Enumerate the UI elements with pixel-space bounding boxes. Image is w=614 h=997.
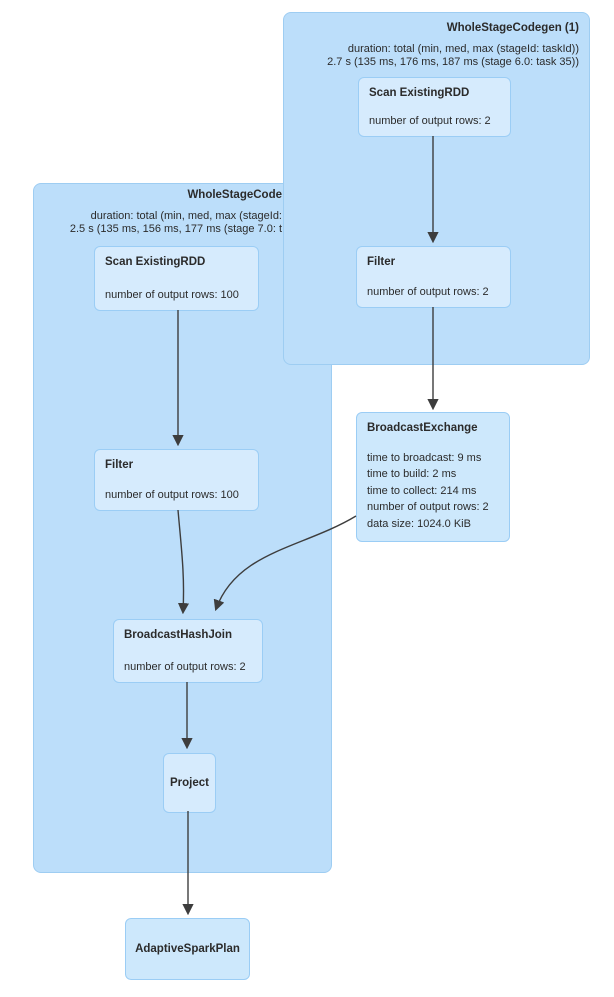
- cluster-wholestagecodegen-2-label: [70, 189, 282, 236]
- node-name: BroadcastExchange: [367, 422, 478, 434]
- node-name: Filter: [367, 256, 396, 268]
- node-name: AdaptiveSparkPlan: [135, 943, 240, 955]
- node-name: Project: [170, 777, 209, 789]
- node-name: Scan ExistingRDD: [105, 256, 206, 268]
- cluster-duration-label: duration: total (min, med, max (stageId: taskId)): [347, 43, 579, 55]
- node-filter-2[interactable]: [94, 449, 259, 511]
- node-metric: data size: 1024.0 KiB: [367, 517, 471, 530]
- node-metric: number of output rows: 2: [369, 115, 491, 127]
- node-adaptive-spark-plan[interactable]: [125, 918, 250, 980]
- cluster-name: WholeStageCode: [187, 189, 282, 201]
- node-name: Scan ExistingRDD: [369, 87, 470, 99]
- cluster-duration-value: 2.5 s (135 ms, 156 ms, 177 ms (stage 7.0: t: [69, 223, 282, 235]
- node-metric: number of output rows: 2: [367, 286, 489, 298]
- node-filter-1[interactable]: [356, 246, 511, 308]
- cluster-wholestagecodegen-1-label: [327, 22, 579, 69]
- cluster-duration-label: duration: total (min, med, max (stageId:: [90, 210, 282, 222]
- node-metric: time to build: 2 ms: [367, 468, 457, 480]
- node-metric: number of output rows: 2: [367, 501, 489, 513]
- node-metric-list: [367, 450, 499, 533]
- node-name: Filter: [105, 459, 134, 471]
- node-metric: time to collect: 214 ms: [367, 484, 477, 497]
- node-scan-existingrdd-2[interactable]: [94, 246, 259, 311]
- node-name: BroadcastHashJoin: [124, 629, 233, 641]
- cluster-wholestagecodegen-1: [283, 12, 590, 365]
- node-project[interactable]: [163, 753, 216, 813]
- node-broadcast-hash-join[interactable]: [113, 619, 263, 683]
- cluster-name: WholeStageCodegen (1): [446, 22, 579, 34]
- cluster-duration-value: 2.7 s (135 ms, 176 ms, 187 ms (stage 6.0: task 35)): [327, 56, 579, 68]
- node-metric: number of output rows: 100: [105, 489, 239, 501]
- node-metric: number of output rows: 2: [124, 661, 246, 673]
- node-metric: time to broadcast: 9 ms: [367, 451, 482, 464]
- node-scan-existingrdd-1[interactable]: [358, 77, 511, 137]
- node-metric: number of output rows: 100: [105, 289, 239, 301]
- node-broadcast-exchange[interactable]: [356, 412, 510, 542]
